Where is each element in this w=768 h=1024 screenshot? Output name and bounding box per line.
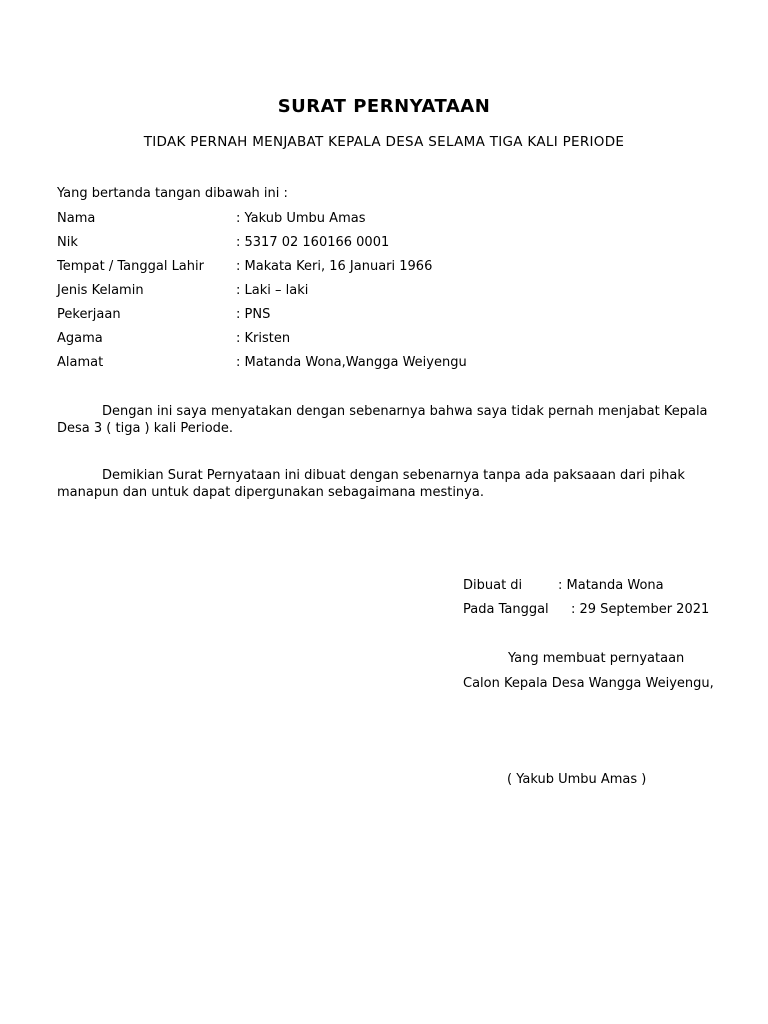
intro-text: Yang bertanda tangan dibawah ini :: [57, 186, 288, 201]
field-row-occupation: [57, 306, 467, 330]
field-row-address: [57, 354, 467, 378]
made-at-value: : Matanda Wona: [558, 578, 664, 593]
date-label: Pada Tanggal: [463, 602, 549, 617]
field-value: : Yakub Umbu Amas: [236, 211, 366, 226]
field-row-religion: [57, 330, 467, 354]
maker-line: Yang membuat pernyataan: [508, 651, 685, 666]
field-label: Jenis Kelamin: [57, 283, 144, 298]
made-at-row: [463, 578, 664, 593]
field-label: Alamat: [57, 355, 104, 370]
statement-paragraph: Dengan ini saya menyatakan dengan sebenarnya bahwa saya tidak pernah menjabat Kepala Desa 3 ( tiga ) kali Periode.: [57, 404, 708, 436]
field-label: Nik: [57, 235, 78, 250]
date-row: [463, 602, 709, 617]
field-value: : Laki – laki: [236, 283, 309, 298]
made-at-label: Dibuat di: [463, 578, 523, 593]
document-subtitle: TIDAK PERNAH MENJABAT KEPALA DESA SELAMA TIGA KALI PERIODE: [143, 134, 625, 150]
field-row-name: [57, 210, 467, 234]
field-label: Tempat / Tanggal Lahir: [57, 259, 204, 274]
field-row-nik: [57, 234, 467, 258]
field-row-gender: [57, 282, 467, 306]
candidate-line: Calon Kepala Desa Wangga Weiyengu,: [463, 676, 714, 691]
field-label: Agama: [57, 331, 103, 346]
date-value: : 29 September 2021: [571, 602, 710, 617]
field-value: : Kristen: [236, 331, 291, 346]
field-label: Pekerjaan: [57, 307, 121, 322]
field-value: : Matanda Wona,Wangga Weiyengu: [236, 355, 467, 370]
document-title: SURAT PERNYATAAN: [277, 96, 491, 117]
field-row-birth: [57, 258, 467, 282]
field-value: : 5317 02 160166 0001: [236, 235, 390, 250]
identity-fields: [57, 210, 467, 378]
field-label: Nama: [57, 211, 96, 226]
closing-paragraph: Demikian Surat Pernyataan ini dibuat dengan sebenarnya tanpa ada paksaaan dari pihak manapun dan untuk dapat dipergunakan sebagaimana mestinya.: [57, 468, 685, 500]
field-value: : Makata Keri, 16 Januari 1966: [236, 259, 433, 274]
field-value: : PNS: [236, 307, 271, 322]
signatory-name: ( Yakub Umbu Amas ): [507, 772, 647, 787]
